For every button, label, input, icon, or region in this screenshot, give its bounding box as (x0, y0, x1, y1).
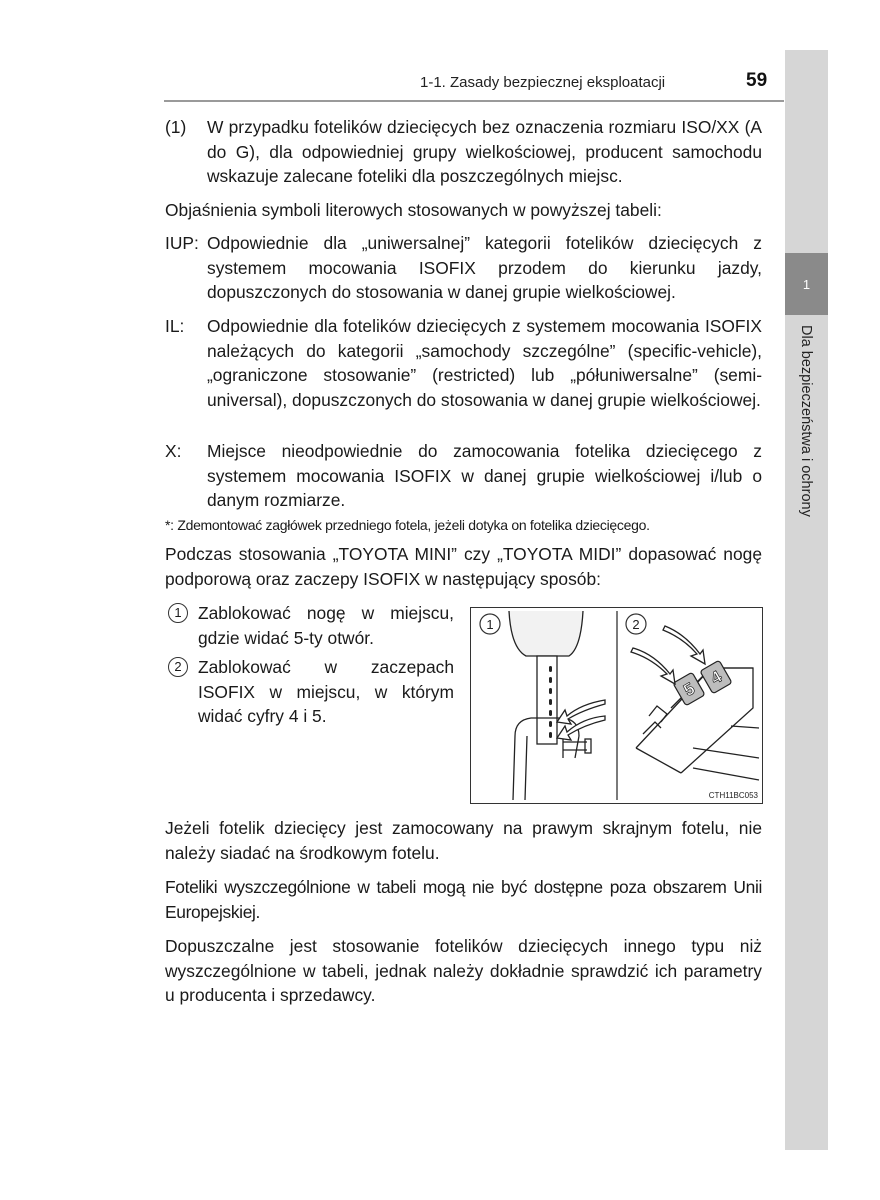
definition-term: X: (165, 441, 182, 461)
definition-term: IL: (165, 316, 185, 336)
footnote: *: Zdemontować zagłówek przedniego fotela, jeżeli dotyka on fotelika dziecięcego. (165, 517, 650, 533)
paragraph-1: Jeżeli fotelik dziecięcy jest zamocowany na prawym skrajnym fotelu, nie należy siadać na środkowym fotelu. (165, 818, 762, 863)
panel-2-number-icon (626, 614, 646, 634)
step-1 (168, 601, 454, 650)
side-tab (785, 50, 828, 1150)
step-2 (168, 655, 454, 729)
definition-term: IUP: (165, 233, 199, 253)
digit-4-window (700, 660, 732, 694)
arrow-icon (557, 700, 605, 740)
definition-x (165, 439, 762, 513)
definition-iup (165, 231, 762, 305)
note-1 (165, 115, 762, 189)
definition-text: Miejsce nieodpowiednie do zamocowania fotelika dziecięcego z systemem mocowania ISOFIX w danej grupie wielkościowej i/lub o danym rozmiarze. (207, 441, 762, 510)
digit-4: 4 (707, 666, 726, 689)
paragraph-2: Foteliki wyszczególnione w tabeli mogą nie być dostępne poza obszarem Unii Europejskiej. (165, 877, 762, 922)
definition-text: Odpowiednie dla fotelików dziecięcych z systemem mocowania ISOFIX należących do kategorii „samochody szczególne” (specific-vehicle), „ograniczone stosowanie” (restricted) lub „półuniwersalne” (semi-universal), dopuszczonych do stosowania w danej grupie wielkościowej. (207, 316, 762, 410)
chapter-number-tab (785, 253, 828, 315)
isofix-figure (470, 607, 763, 804)
page-number: 59 (746, 70, 768, 91)
definition-il (165, 314, 762, 412)
step-text: Zablokować w zaczepach ISOFIX w miejscu, w którym widać cyfry 4 i 5. (198, 657, 454, 726)
digit-5: 5 (680, 678, 699, 701)
note-1-marker: (1) (165, 117, 187, 137)
panel-2-number: 2 (632, 617, 640, 632)
note-1-text: W przypadku fotelików dziecięcych bez oznaczenia rozmiaru ISO/XX (A do G), dla odpowiedniej grupy wielkościowej, producent samochodu wskazuje zalecane foteliki dla poszczególnych miejsc. (207, 117, 762, 186)
step-number-circle: 1 (168, 603, 188, 623)
section-header: 1-1. Zasady bezpiecznej eksploatacji (420, 74, 666, 91)
step-text: Zablokować nogę w miejscu, gdzie widać 5-ty otwór. (198, 603, 454, 648)
toyota-intro: Podczas stosowania „TOYOTA MINI” czy „TOYOTA MIDI” dopasować nogę podporową oraz zaczepy ISOFIX w następujący sposób: (165, 544, 762, 589)
panel-1-number: 1 (486, 617, 494, 632)
step-number-circle: 2 (168, 657, 188, 677)
chapter-number: 1 (802, 276, 811, 292)
figure-code: CTH11BC053 (708, 791, 758, 800)
definition-text: Odpowiednie dla „uniwersalnej” kategorii fotelików dziecięcych z systemem mocowania ISOFIX przodem do kierunku jazdy, dopuszczonych do stosowania w danej grupie wielkościowej. (207, 233, 762, 302)
paragraph-3: Dopuszczalne jest stosowanie fotelików dziecięcych innego typu niż wyszczególnione w tabeli, jednak należy dokładnie sprawdzić ich parametry u producenta i sprzedawcy. (165, 936, 762, 1005)
header-rule (164, 100, 784, 102)
support-leg-drawing (509, 611, 591, 800)
isofix-illustration (471, 608, 762, 803)
chapter-title: Dla bezpieczeństwa i ochrony (798, 325, 814, 517)
symbols-intro: Objaśnienia symboli literowych stosowanych w powyższej tabeli: (165, 200, 662, 220)
panel-1-number-icon (480, 614, 500, 634)
